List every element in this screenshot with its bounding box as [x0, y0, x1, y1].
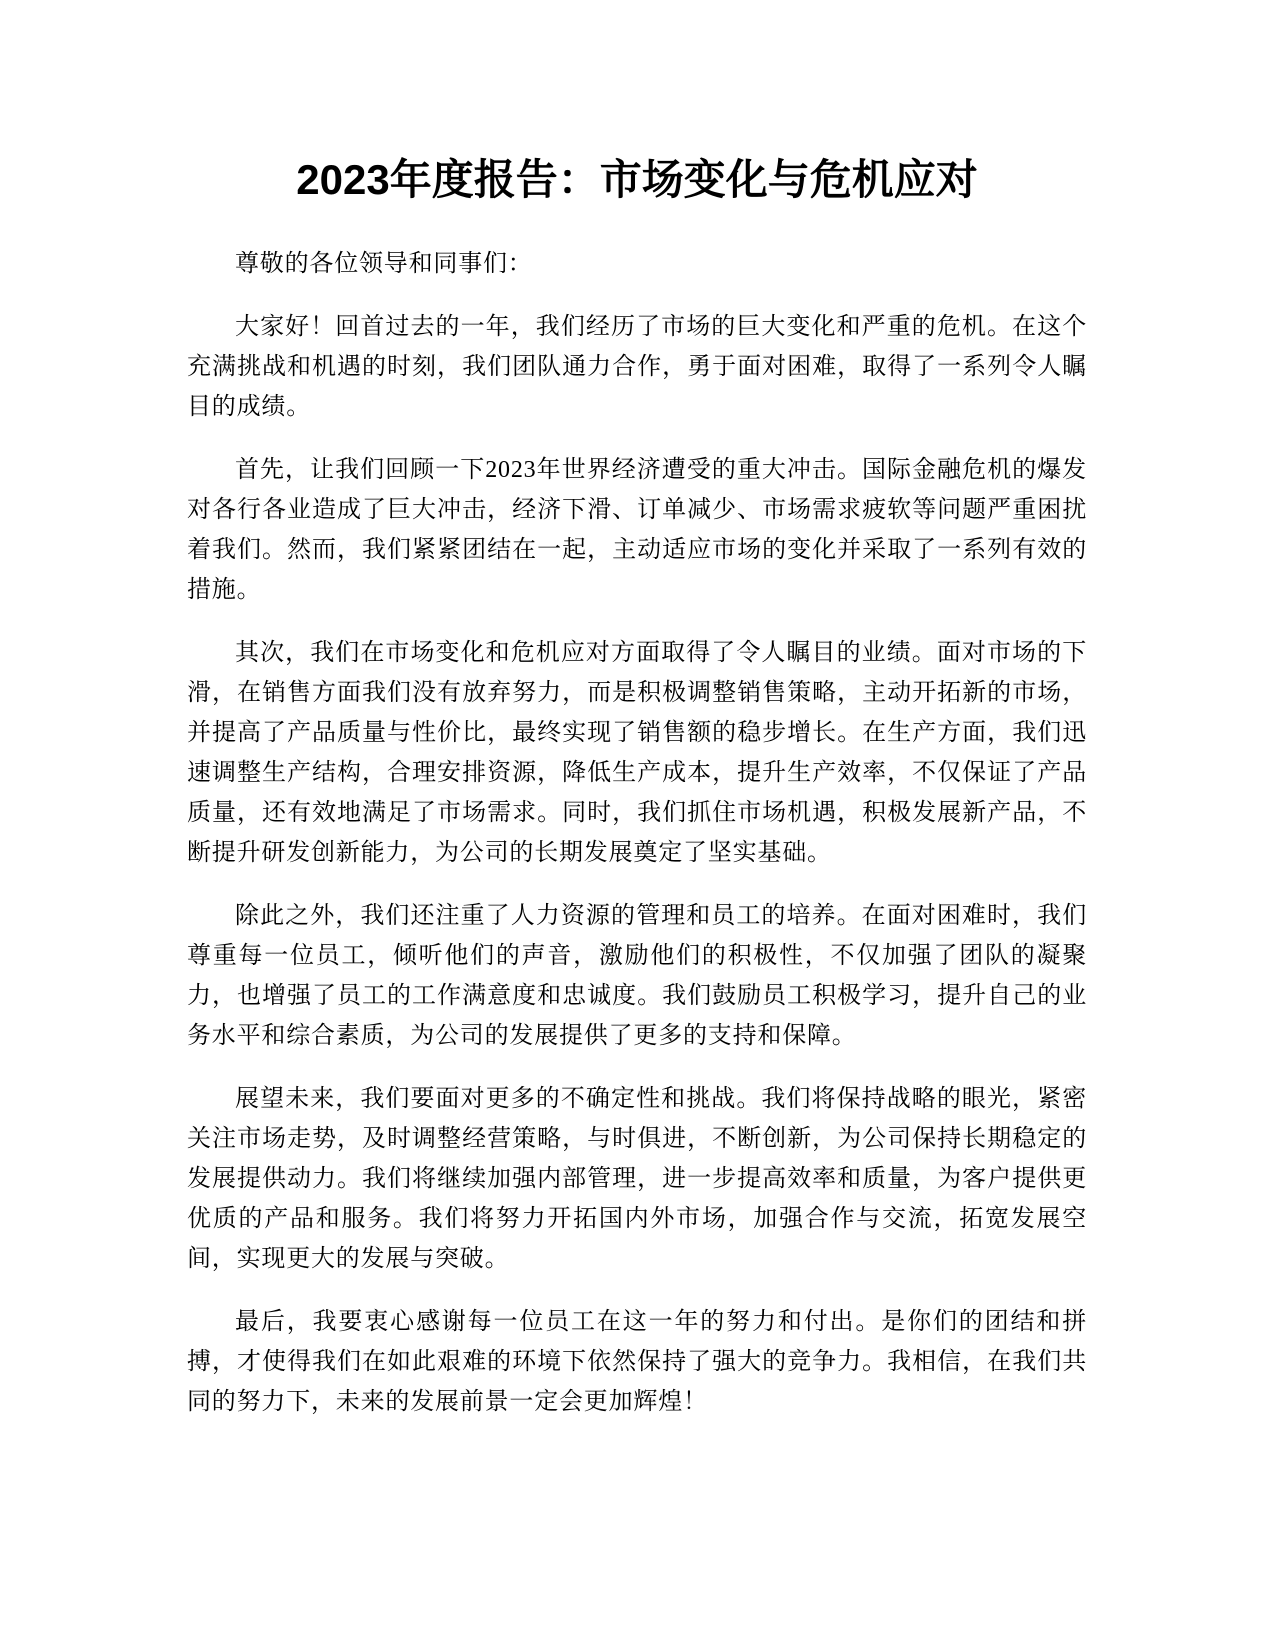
document-page	[187, 150, 1087, 1422]
paragraph-human-resources: 除此之外，我们还注重了人力资源的管理和员工的培养。在面对困难时，我们尊重每一位员工，倾听他们的声音，激励他们的积极性，不仅加强了团队的凝聚力，也增强了员工的工作满意度和忠诚度。我们鼓励员工积极学习，提升自己的业务水平和综合素质，为公司的发展提供了更多的支持和保障。	[187, 903, 1087, 1049]
salutation: 尊敬的各位领导和同事们：	[235, 251, 533, 277]
paragraph-economic-impact: 首先，让我们回顾一下2023年世界经济遭受的重大冲击。国际金融危机的爆发对各行各业造成了巨大冲击，经济下滑、订单减少、市场需求疲软等问题严重困扰着我们。然而，我们紧紧团结在一起，主动适应市场的变化并采取了一系列有效的措施。	[187, 457, 1087, 603]
paragraph-closing: 最后，我要衷心感谢每一位员工在这一年的努力和付出。是你们的团结和拼搏，才使得我们在如此艰难的环境下依然保持了强大的竞争力。我相信，在我们共同的努力下，未来的发展前景一定会更加辉煌！	[187, 1309, 1087, 1415]
paragraph-achievements: 其次，我们在市场变化和危机应对方面取得了令人瞩目的业绩。面对市场的下滑，在销售方面我们没有放弃努力，而是积极调整销售策略，主动开拓新的市场，并提高了产品质量与性价比，最终实现了销售额的稳步增长。在生产方面，我们迅速调整生产结构，合理安排资源，降低生产成本，提升生产效率，不仅保证了产品质量，还有效地满足了市场需求。同时，我们抓住市场机遇，积极发展新产品，不断提升研发创新能力，为公司的长期发展奠定了坚实基础。	[187, 640, 1087, 866]
paragraph-greeting: 大家好！回首过去的一年，我们经历了市场的巨大变化和严重的危机。在这个充满挑战和机遇的时刻，我们团队通力合作，勇于面对困难，取得了一系列令人瞩目的成绩。	[187, 314, 1087, 420]
paragraph-outlook: 展望未来，我们要面对更多的不确定性和挑战。我们将保持战略的眼光，紧密关注市场走势，及时调整经营策略，与时俱进，不断创新，为公司保持长期稳定的发展提供动力。我们将继续加强内部管理，进一步提高效率和质量，为客户提供更优质的产品和服务。我们将努力开拓国内外市场，加强合作与交流，拓宽发展空间，实现更大的发展与突破。	[187, 1086, 1087, 1272]
document-title: 2023年度报告：市场变化与危机应对	[296, 156, 978, 203]
